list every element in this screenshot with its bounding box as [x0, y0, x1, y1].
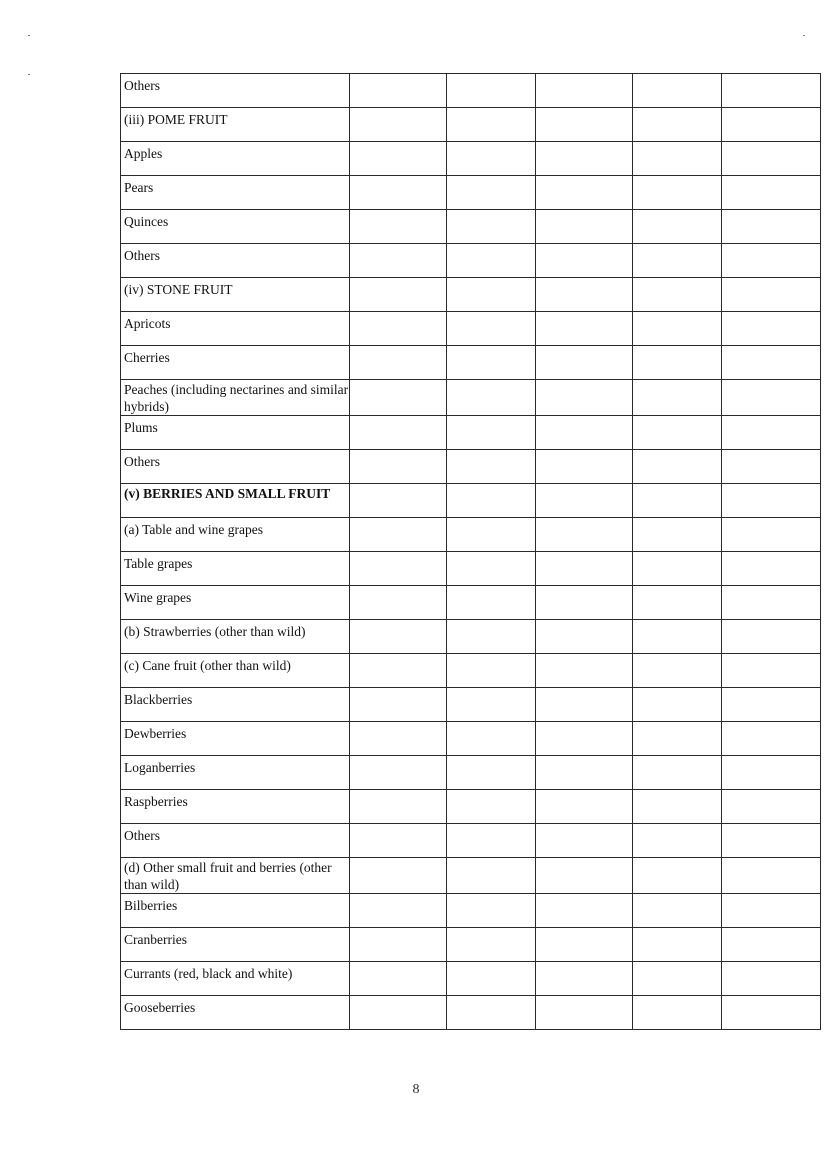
table-row: [121, 756, 821, 790]
row-label: Dewberries: [121, 722, 350, 756]
entry-cell[interactable]: [633, 722, 722, 756]
entry-cell[interactable]: [350, 722, 447, 756]
row-label: Quinces: [121, 210, 350, 244]
entry-cell[interactable]: [722, 928, 821, 962]
entry-cell[interactable]: [536, 346, 633, 380]
fruit-crop-table: [120, 73, 821, 1030]
entry-cell[interactable]: [350, 620, 447, 654]
entry-cell[interactable]: [350, 790, 447, 824]
row-label: (a) Table and wine grapes: [121, 518, 350, 552]
row-label: (c) Cane fruit (other than wild): [121, 654, 350, 688]
entry-cell[interactable]: [447, 586, 536, 620]
entry-cell[interactable]: [722, 346, 821, 380]
table-row: [121, 894, 821, 928]
entry-cell[interactable]: [447, 654, 536, 688]
entry-cell[interactable]: [722, 688, 821, 722]
entry-cell[interactable]: [447, 450, 536, 484]
entry-cell[interactable]: [633, 654, 722, 688]
table-row: [121, 484, 821, 518]
entry-cell[interactable]: [722, 380, 821, 416]
table-row: [121, 74, 821, 108]
entry-cell[interactable]: [633, 552, 722, 586]
entry-cell[interactable]: [447, 722, 536, 756]
entry-cell[interactable]: [350, 586, 447, 620]
table-row: [121, 790, 821, 824]
row-label: (d) Other small fruit and berries (other than wild): [121, 858, 350, 894]
entry-cell[interactable]: [722, 962, 821, 996]
entry-cell[interactable]: [536, 654, 633, 688]
entry-cell[interactable]: [722, 722, 821, 756]
entry-cell[interactable]: [350, 278, 447, 312]
entry-cell[interactable]: [350, 894, 447, 928]
entry-cell[interactable]: [536, 278, 633, 312]
entry-cell[interactable]: [447, 858, 536, 894]
table-row: [121, 552, 821, 586]
entry-cell[interactable]: [536, 928, 633, 962]
entry-cell[interactable]: [722, 176, 821, 210]
entry-cell[interactable]: [633, 74, 722, 108]
entry-cell[interactable]: [447, 142, 536, 176]
row-label: Blackberries: [121, 688, 350, 722]
entry-cell[interactable]: [722, 244, 821, 278]
entry-cell[interactable]: [722, 74, 821, 108]
entry-cell[interactable]: [447, 756, 536, 790]
entry-cell[interactable]: [722, 484, 821, 518]
table-row: [121, 928, 821, 962]
table-row: [121, 688, 821, 722]
entry-cell[interactable]: [350, 244, 447, 278]
entry-cell[interactable]: [350, 142, 447, 176]
entry-cell[interactable]: [633, 858, 722, 894]
row-label: Peaches (including nectarines and similar hybrids): [121, 380, 350, 416]
row-label: Others: [121, 74, 350, 108]
row-label: Plums: [121, 416, 350, 450]
row-label: (iii) POME FRUIT: [121, 108, 350, 142]
entry-cell[interactable]: [447, 928, 536, 962]
entry-cell[interactable]: [633, 484, 722, 518]
table-row: [121, 824, 821, 858]
row-label: Others: [121, 450, 350, 484]
entry-cell[interactable]: [536, 688, 633, 722]
entry-cell[interactable]: [536, 416, 633, 450]
entry-cell[interactable]: [633, 928, 722, 962]
entry-cell[interactable]: [722, 654, 821, 688]
table-row: [121, 962, 821, 996]
entry-cell[interactable]: [536, 380, 633, 416]
row-label: Cherries: [121, 346, 350, 380]
entry-cell[interactable]: [447, 688, 536, 722]
entry-cell[interactable]: [447, 210, 536, 244]
table-row: [121, 654, 821, 688]
table-row: [121, 346, 821, 380]
entry-cell[interactable]: [633, 688, 722, 722]
entry-cell[interactable]: [633, 586, 722, 620]
table-row: [121, 108, 821, 142]
entry-cell[interactable]: [633, 142, 722, 176]
entry-cell[interactable]: [536, 586, 633, 620]
table-row: [121, 996, 821, 1030]
entry-cell[interactable]: [633, 450, 722, 484]
entry-cell[interactable]: [447, 484, 536, 518]
entry-cell[interactable]: [350, 552, 447, 586]
entry-cell[interactable]: [536, 894, 633, 928]
entry-cell[interactable]: [350, 210, 447, 244]
entry-cell[interactable]: [447, 416, 536, 450]
entry-cell[interactable]: [350, 756, 447, 790]
entry-cell[interactable]: [536, 620, 633, 654]
entry-cell[interactable]: [536, 824, 633, 858]
entry-cell[interactable]: [536, 176, 633, 210]
entry-cell[interactable]: [350, 858, 447, 894]
row-label: Currants (red, black and white): [121, 962, 350, 996]
row-label: Apples: [121, 142, 350, 176]
entry-cell[interactable]: [536, 108, 633, 142]
table-row: [121, 176, 821, 210]
row-label: Cranberries: [121, 928, 350, 962]
entry-cell[interactable]: [350, 996, 447, 1030]
entry-cell[interactable]: [633, 346, 722, 380]
row-label: Table grapes: [121, 552, 350, 586]
entry-cell[interactable]: [536, 790, 633, 824]
entry-cell[interactable]: [722, 858, 821, 894]
row-label: Gooseberries: [121, 996, 350, 1030]
row-label: Wine grapes: [121, 586, 350, 620]
entry-cell[interactable]: [350, 688, 447, 722]
table-row: [121, 586, 821, 620]
table-row: [121, 858, 821, 894]
entry-cell[interactable]: [536, 312, 633, 346]
entry-cell[interactable]: [350, 654, 447, 688]
entry-cell[interactable]: [350, 962, 447, 996]
entry-cell[interactable]: [722, 552, 821, 586]
entry-cell[interactable]: [633, 210, 722, 244]
entry-cell[interactable]: [536, 210, 633, 244]
entry-cell[interactable]: [447, 518, 536, 552]
entry-cell[interactable]: [350, 346, 447, 380]
row-label: Loganberries: [121, 756, 350, 790]
entry-cell[interactable]: [447, 790, 536, 824]
entry-cell[interactable]: [447, 552, 536, 586]
page-number: 8: [412, 1082, 420, 1097]
entry-cell[interactable]: [447, 74, 536, 108]
table-row: [121, 244, 821, 278]
entry-cell[interactable]: [722, 894, 821, 928]
entry-cell[interactable]: [722, 278, 821, 312]
entry-cell[interactable]: [536, 450, 633, 484]
entry-cell[interactable]: [350, 450, 447, 484]
entry-cell[interactable]: [447, 176, 536, 210]
table-row: [121, 620, 821, 654]
entry-cell[interactable]: [350, 380, 447, 416]
entry-cell[interactable]: [633, 894, 722, 928]
entry-cell[interactable]: [536, 552, 633, 586]
entry-cell[interactable]: [633, 416, 722, 450]
entry-cell[interactable]: [633, 380, 722, 416]
entry-cell[interactable]: [722, 790, 821, 824]
row-label: Raspberries: [121, 790, 350, 824]
row-label: Apricots: [121, 312, 350, 346]
table-row: [121, 722, 821, 756]
entry-cell[interactable]: [536, 756, 633, 790]
entry-cell[interactable]: [722, 416, 821, 450]
table-row: [121, 380, 821, 416]
entry-cell[interactable]: [633, 962, 722, 996]
entry-cell[interactable]: [350, 416, 447, 450]
entry-cell[interactable]: [633, 756, 722, 790]
entry-cell[interactable]: [633, 620, 722, 654]
row-label: Bilberries: [121, 894, 350, 928]
entry-cell[interactable]: [722, 620, 821, 654]
entry-cell[interactable]: [447, 244, 536, 278]
table-row: [121, 518, 821, 552]
entry-cell[interactable]: [350, 312, 447, 346]
entry-cell[interactable]: [633, 790, 722, 824]
entry-cell[interactable]: [633, 996, 722, 1030]
table-row: [121, 210, 821, 244]
entry-cell[interactable]: [447, 894, 536, 928]
entry-cell[interactable]: [722, 450, 821, 484]
entry-cell[interactable]: [633, 824, 722, 858]
entry-cell[interactable]: [722, 312, 821, 346]
entry-cell[interactable]: [633, 278, 722, 312]
entry-cell[interactable]: [447, 278, 536, 312]
row-label: Others: [121, 244, 350, 278]
entry-cell[interactable]: [536, 722, 633, 756]
entry-cell[interactable]: [350, 74, 447, 108]
entry-cell[interactable]: [447, 962, 536, 996]
entry-cell[interactable]: [350, 484, 447, 518]
scan-speck: [803, 35, 805, 36]
entry-cell[interactable]: [536, 996, 633, 1030]
entry-cell[interactable]: [536, 142, 633, 176]
entry-cell[interactable]: [536, 74, 633, 108]
table-row: [121, 450, 821, 484]
entry-cell[interactable]: [350, 928, 447, 962]
entry-cell[interactable]: [447, 108, 536, 142]
row-label: (iv) STONE FRUIT: [121, 278, 350, 312]
entry-cell[interactable]: [350, 518, 447, 552]
entry-cell[interactable]: [722, 756, 821, 790]
entry-cell[interactable]: [350, 176, 447, 210]
entry-cell[interactable]: [447, 824, 536, 858]
entry-cell[interactable]: [722, 108, 821, 142]
entry-cell[interactable]: [722, 518, 821, 552]
entry-cell[interactable]: [633, 244, 722, 278]
entry-cell[interactable]: [350, 824, 447, 858]
entry-cell[interactable]: [536, 518, 633, 552]
entry-cell[interactable]: [633, 108, 722, 142]
table-row: [121, 278, 821, 312]
entry-cell[interactable]: [447, 312, 536, 346]
entry-cell[interactable]: [722, 142, 821, 176]
table-row: [121, 312, 821, 346]
entry-cell[interactable]: [536, 244, 633, 278]
entry-cell[interactable]: [447, 380, 536, 416]
row-label: Pears: [121, 176, 350, 210]
scan-speck: [28, 74, 30, 75]
entry-cell[interactable]: [447, 346, 536, 380]
row-label: (v) BERRIES AND SMALL FRUIT: [121, 484, 350, 518]
entry-cell[interactable]: [447, 620, 536, 654]
table-row: [121, 416, 821, 450]
entry-cell[interactable]: [536, 484, 633, 518]
entry-cell[interactable]: [447, 996, 536, 1030]
table-body: [121, 74, 821, 1030]
row-label: (b) Strawberries (other than wild): [121, 620, 350, 654]
entry-cell[interactable]: [722, 210, 821, 244]
entry-cell[interactable]: [536, 858, 633, 894]
entry-cell[interactable]: [722, 996, 821, 1030]
entry-cell[interactable]: [350, 108, 447, 142]
entry-cell[interactable]: [633, 176, 722, 210]
entry-cell[interactable]: [633, 312, 722, 346]
entry-cell[interactable]: [633, 518, 722, 552]
entry-cell[interactable]: [722, 824, 821, 858]
entry-cell[interactable]: [536, 962, 633, 996]
table-row: [121, 142, 821, 176]
row-label: Others: [121, 824, 350, 858]
entry-cell[interactable]: [722, 586, 821, 620]
scan-speck: [28, 35, 30, 36]
